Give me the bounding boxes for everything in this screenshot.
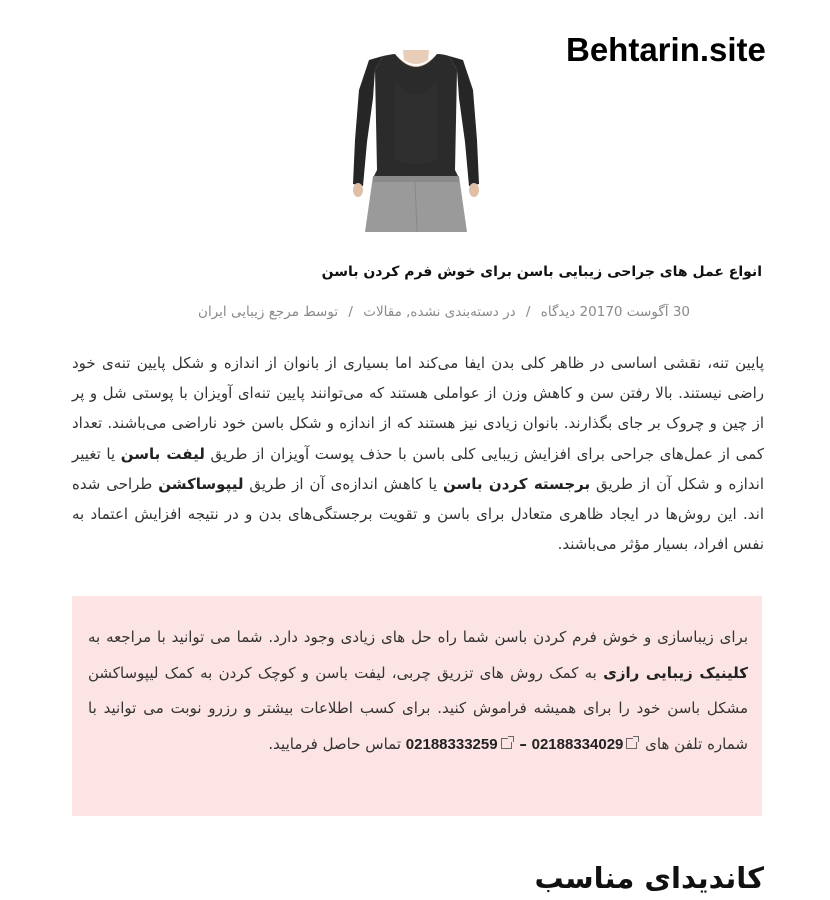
- callout-text-part: برای زیباسازی و خوش فرم کردن باسن شما راه حل های زیادی وجود دارد. شما می توانید با مراجعه به: [88, 628, 748, 646]
- callout-text: [88, 620, 748, 762]
- body-text: یا کاهش اندازه‌ی آن از طریق: [249, 474, 438, 493]
- body-text: طراحی شده اند. این روش‌ها در ایجاد ظاهری متعادل برای باسن و تقویت برجستگی‌های بدن و در نتیجه افزایش اعتماد به نفس افراد، بسیار مؤثر می‌باشند.: [72, 474, 764, 554]
- author-prefix: توسط: [303, 304, 339, 320]
- phone-link-1[interactable]: 02188334029: [531, 735, 624, 753]
- woman-back-photo: [325, 50, 507, 232]
- post-body-paragraph: [72, 348, 764, 559]
- body-text: پایین تنه، نقشی اساسی در ظاهر کلی بدن ایفا می‌کند اما بسیاری از بانوان از اندازه و شکل پایین تنه‌ی خود راضی نیستند. بالا رفتن سن و کاهش وزن از عواملی هستند که می‌توانند پایین تنه‌ای آویزان با پوستی شل و پر از چین و چروک بر جای بگذارند. بانوان زیادی نیز هستند که از اندازه و شکل باسن خود ناراضی می‌باشند. تعداد کمی از عمل‌های جراحی برای افزایش زیبایی کلی باسن با حذف پوست آویزان از طریق: [72, 354, 764, 463]
- razi-clinic-link[interactable]: کلینیک زیبایی رازی: [603, 663, 748, 682]
- post-meta: 30 آگوست 20170 دیدگاه / در دسته‌بندی نشده, مقالات / توسط مرجع زیبایی ایران: [198, 304, 690, 320]
- phone-separator: –: [519, 734, 527, 753]
- post-featured-image: [325, 50, 507, 232]
- category-prefix: در: [503, 304, 516, 320]
- post-author[interactable]: مرجع زیبایی ایران: [198, 304, 299, 320]
- section-heading: کاندیدای مناسب: [534, 861, 764, 895]
- callout-text-part: تماس حاصل فرمایید.: [268, 734, 402, 753]
- external-link-icon: [626, 738, 637, 749]
- buttock-augmentation-keyword: برجسته کردن باسن: [443, 474, 591, 493]
- callout-text-part: به کمک روش های تزریق چربی، لیفت باسن و کوچک کردن به کمک لیپوساکشن مشکل باسن خود را برای همیشه فراموش کنید. برای کسب اطلاعات بیشتر و رزرو نوبت می توانید با شماره تلفن های: [88, 663, 748, 753]
- body-text: یا تغییر اندازه و شکل آن از طریق: [72, 444, 765, 493]
- clinic-callout-box: [72, 596, 762, 816]
- post-categories[interactable]: دسته‌بندی نشده, مقالات: [363, 304, 499, 320]
- comment-count[interactable]: 0 دیدگاه: [540, 304, 623, 320]
- post-title[interactable]: انواع عمل های جراحی زیبایی باسن برای خوش فرم کردن باسن: [321, 264, 762, 280]
- liposuction-keyword: لیپوساکشن: [158, 474, 244, 493]
- post-date: 30 آگوست 2017: [579, 304, 690, 320]
- site-watermark: Behtarin.site: [566, 31, 766, 68]
- phone-link-2[interactable]: 02188333259: [405, 735, 498, 753]
- buttock-lift-keyword: لیفت باسن: [120, 444, 205, 463]
- external-link-icon: [501, 738, 512, 749]
